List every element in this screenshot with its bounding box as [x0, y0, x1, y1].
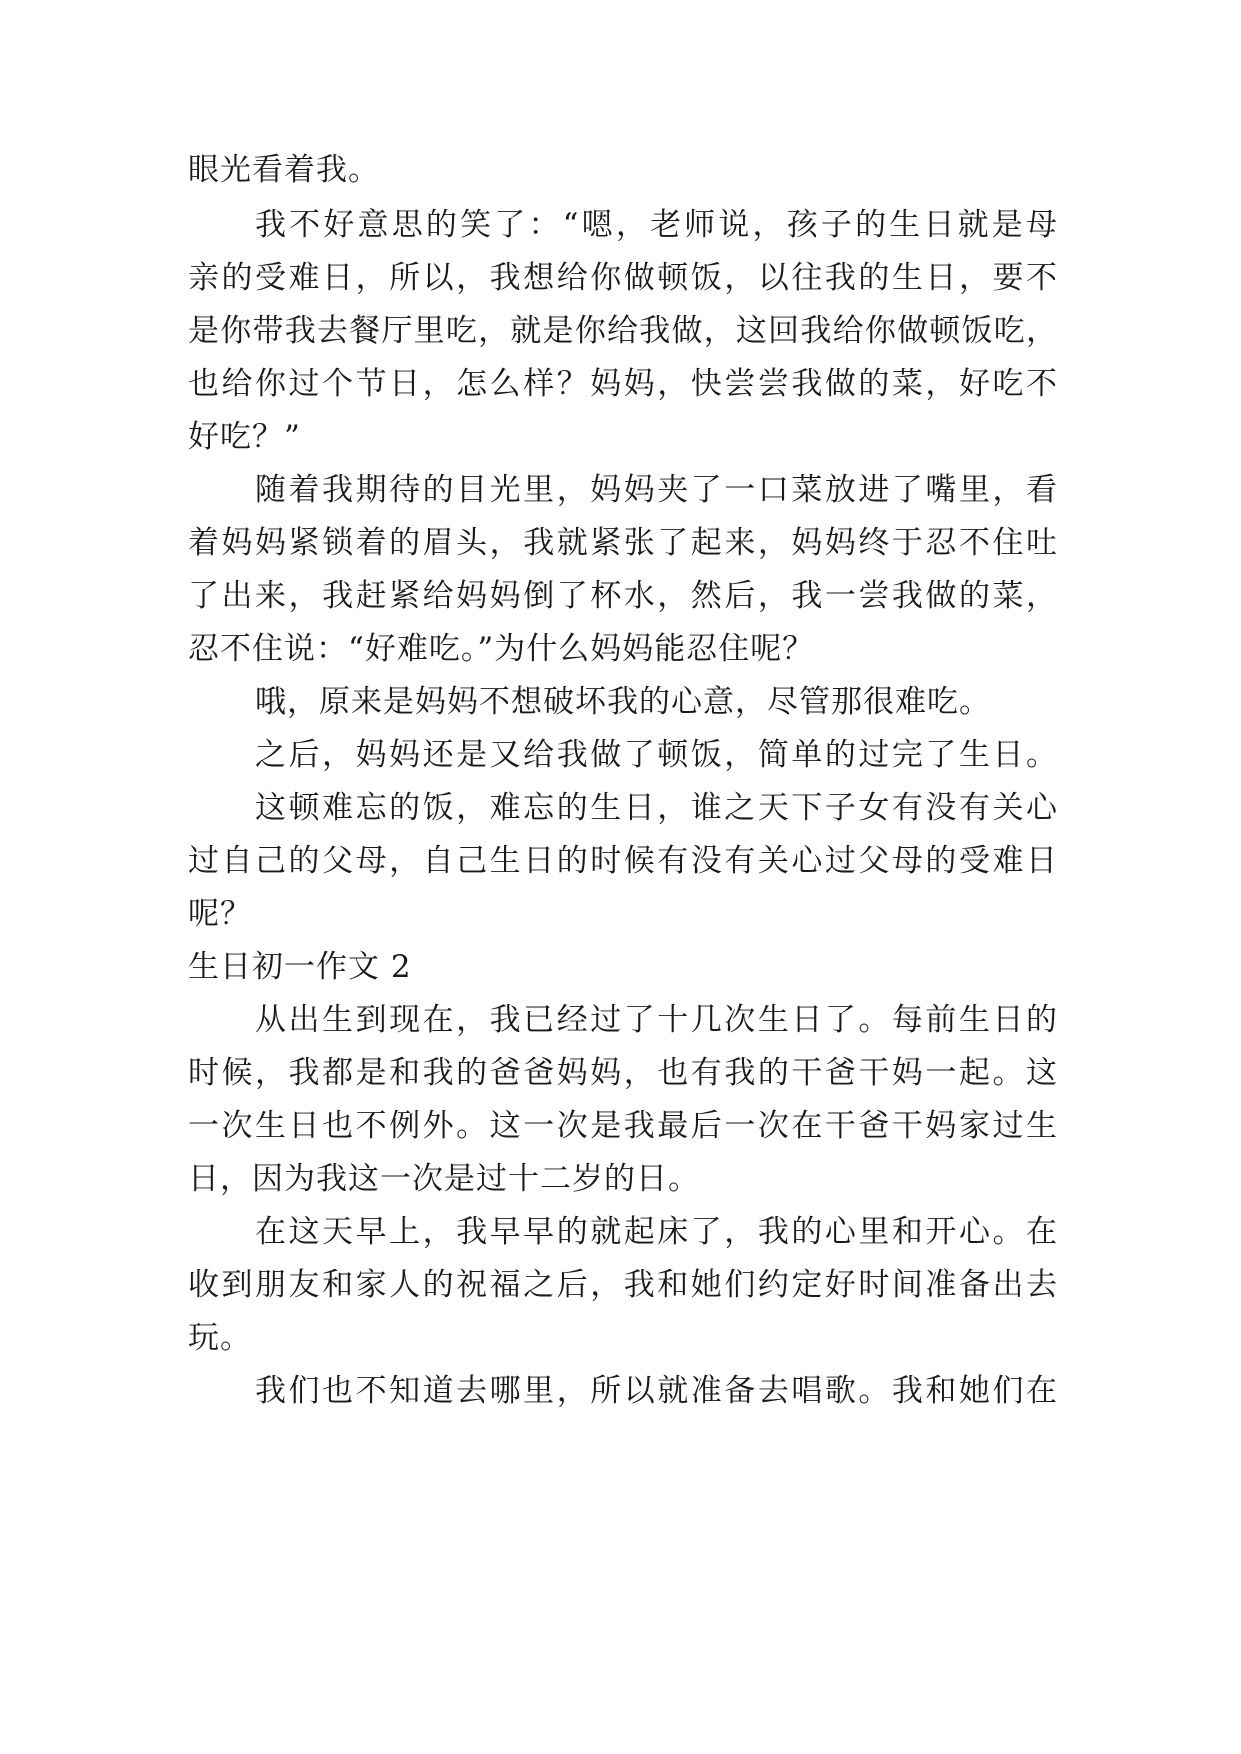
text-line: 哦，原来是妈妈不想破坏我的心意，尽管那很难吃。	[255, 684, 991, 720]
text-line: 是你带我去餐厅里吃，就是你给我做，这回我给你做顿饭吃，	[188, 313, 1058, 349]
text-line: 也给你过个节日，怎么样？妈妈，快尝尝我做的菜，好吃不	[188, 366, 1058, 402]
text-line: 收到朋友和家人的祝福之后，我和她们约定好时间准备出去	[188, 1267, 1058, 1303]
text-line: 好吃？”	[188, 419, 301, 455]
text-line: 日，因为我这一次是过十二岁的日。	[188, 1161, 700, 1197]
text-line: 着妈妈紧锁着的眉头，我就紧张了起来，妈妈终于忍不住吐	[188, 525, 1058, 561]
text-line: 了出来，我赶紧给妈妈倒了杯水，然后，我一尝我做的菜，	[188, 578, 1058, 614]
text-line: 从出生到现在，我已经过了十几次生日了。每前生日的	[255, 1002, 1058, 1038]
text-line: 眼光看着我。	[188, 152, 380, 188]
text-line: 一次生日也不例外。这一次是我最后一次在干爸干妈家过生	[188, 1108, 1058, 1144]
text-line: 之后，妈妈还是又给我做了顿饭，简单的过完了生日。	[255, 737, 1058, 773]
text-line: 亲的受难日，所以，我想给你做顿饭，以往我的生日，要不	[188, 260, 1058, 296]
text-line: 在这天早上，我早早的就起床了，我的心里和开心。在	[255, 1214, 1058, 1250]
section-heading: 生日初一作文 2	[188, 949, 412, 985]
text-line: 时候，我都是和我的爸爸妈妈，也有我的干爸干妈一起。这	[188, 1055, 1058, 1091]
text-line: 玩。	[188, 1320, 252, 1356]
text-line: 我们也不知道去哪里，所以就准备去唱歌。我和她们在	[255, 1373, 1058, 1409]
text-line: 忍不住说：“好难吃。”为什么妈妈能忍住呢？	[188, 631, 815, 667]
text-line: 过自己的父母，自己生日的时候有没有关心过父母的受难日	[188, 843, 1058, 879]
text-line: 呢？	[188, 896, 252, 932]
text-line: 这顿难忘的饭，难忘的生日，谁之天下子女有没有关心	[255, 790, 1058, 826]
text-line: 随着我期待的目光里，妈妈夹了一口菜放进了嘴里，看	[255, 472, 1058, 508]
text-line: 我不好意思的笑了：“嗯，老师说，孩子的生日就是母	[255, 207, 1058, 243]
